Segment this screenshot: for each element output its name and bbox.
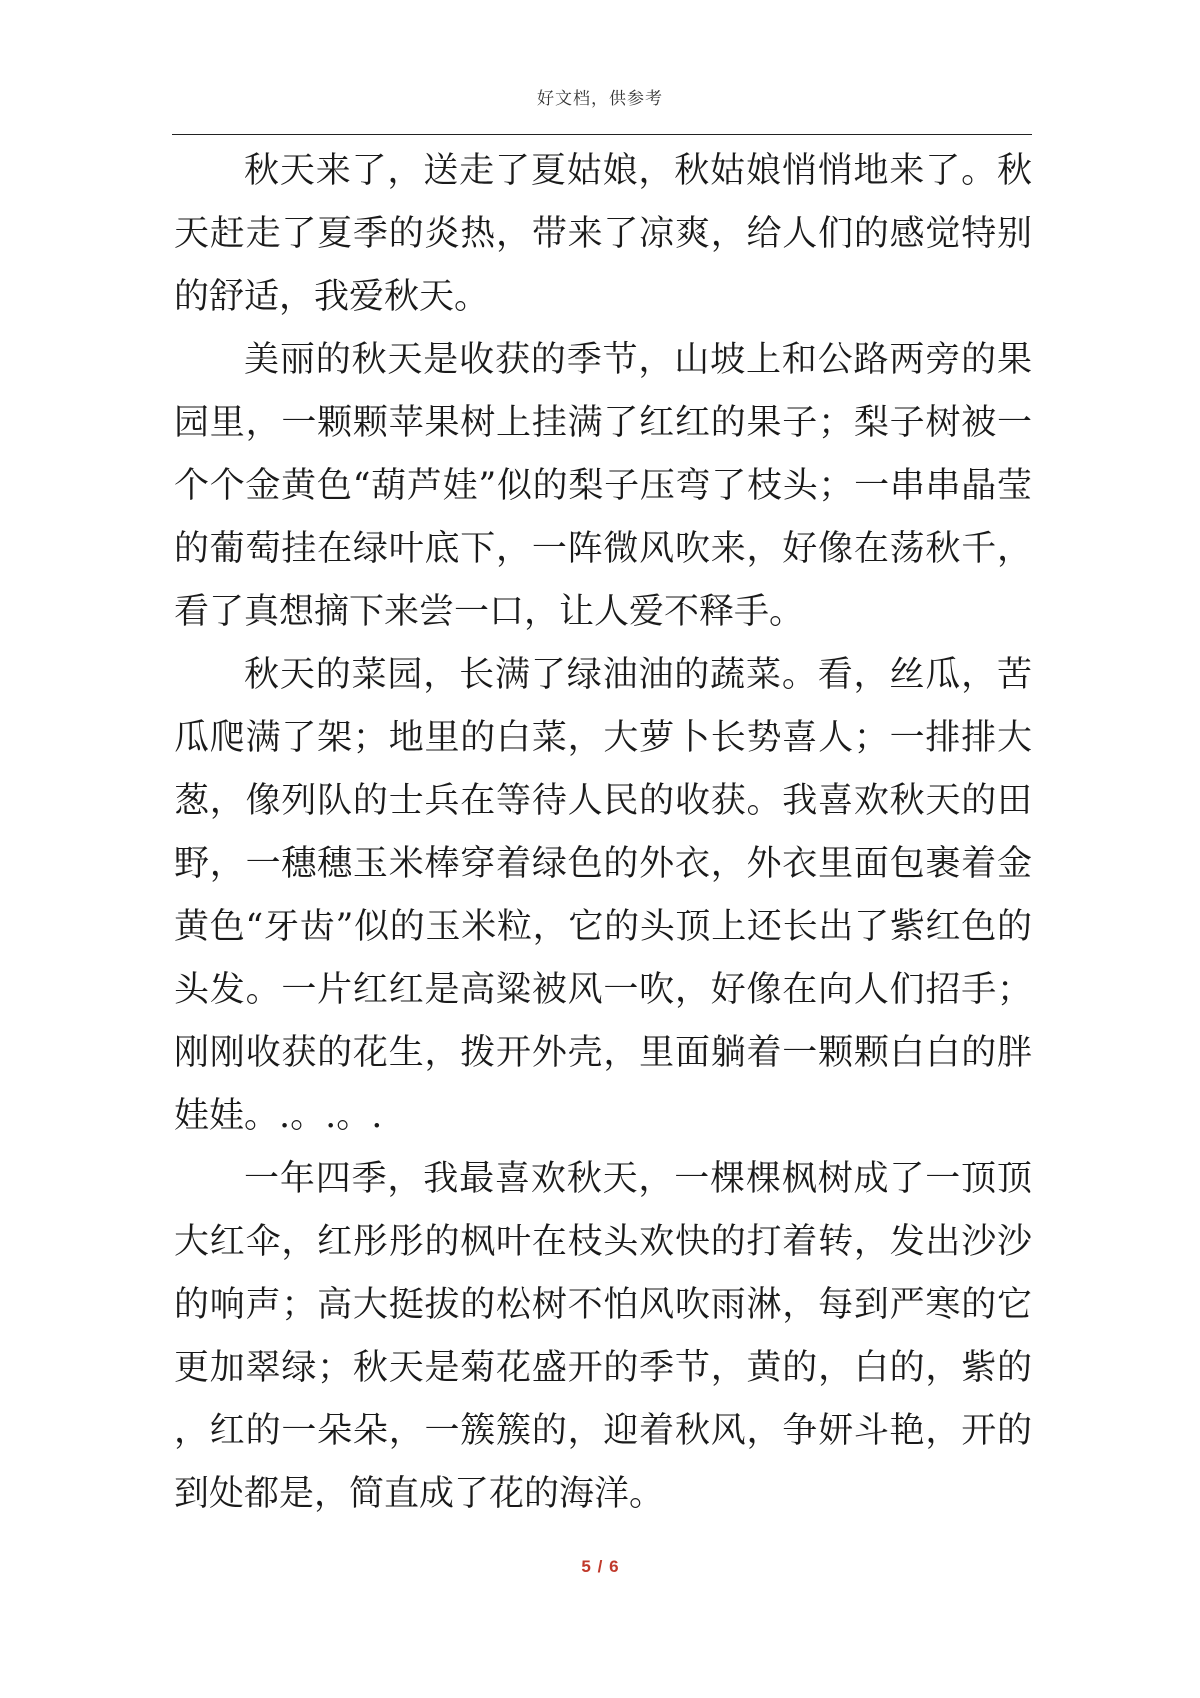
paragraph-1: 秋天来了，送走了夏姑娘，秋姑娘悄悄地来了。秋天赶走了夏季的炎热，带来了凉爽，给人们的感觉特别的舒适，我爱秋天。 xyxy=(174,151,1032,317)
page-number xyxy=(0,1557,1200,1577)
paragraph-3: 秋天的菜园，长满了绿油油的蔬菜。看，丝瓜，苦瓜爬满了架；地里的白菜，大萝卜长势喜人；一排排大葱，像列队的士兵在等待人民的收获。我喜欢秋天的田野，一穗穗玉米棒穿着绿色的外衣，外衣里面包裹着金黄色“牙齿”似的玉米粒，它的头顶上还长出了紫红色的头发。一片红红是高粱被风一吹，好像在向人们招手；刚刚收获的花生，拨开外壳，里面躺着一颗颗白白的胖娃娃。.。.。. xyxy=(174,655,1032,1136)
page-separator: / xyxy=(597,1557,603,1576)
document-body xyxy=(174,140,1032,1526)
current-page: 5 xyxy=(581,1557,591,1576)
page-header: 好文档，供参考 xyxy=(537,89,663,109)
header-divider xyxy=(172,134,1032,135)
paragraph-4: 一年四季，我最喜欢秋天，一棵棵枫树成了一顶顶大红伞，红彤彤的枫叶在枝头欢快的打着转，发出沙沙的响声；高大挺拔的松树不怕风吹雨淋，每到严寒的它更加翠绿；秋天是菊花盛开的季节，黄的，白的，紫的，红的一朵朵，一簇簇的，迎着秋风，争妍斗艳，开的到处都是，简直成了花的海洋。 xyxy=(174,1159,1032,1514)
paragraph-2: 美丽的秋天是收获的季节，山坡上和公路两旁的果园里，一颗颗苹果树上挂满了红红的果子；梨子树被一个个金黄色“葫芦娃”似的梨子压弯了枝头；一串串晶莹的葡萄挂在绿叶底下，一阵微风吹来，好像在荡秋千，看了真想摘下来尝一口，让人爱不释手。 xyxy=(174,340,1032,632)
total-pages: 6 xyxy=(609,1557,619,1576)
